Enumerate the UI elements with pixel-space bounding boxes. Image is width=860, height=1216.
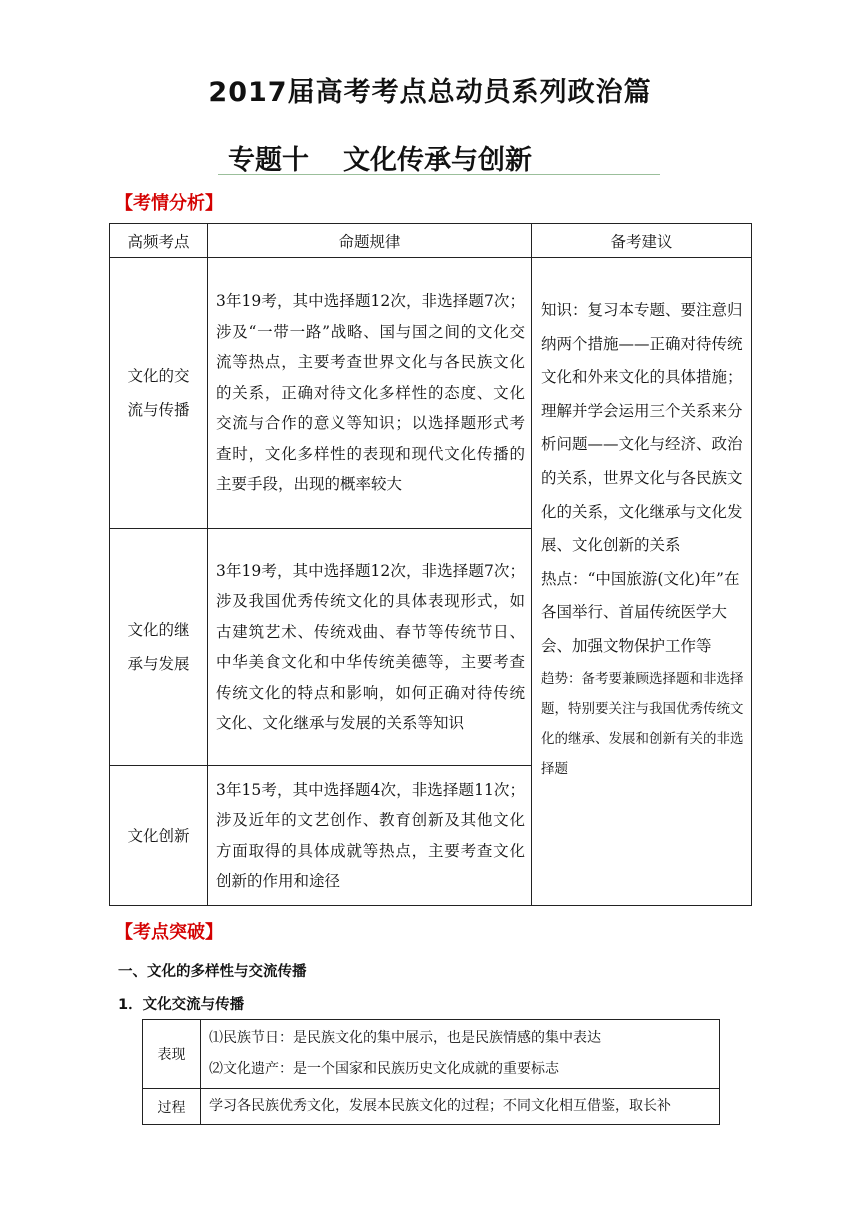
law-cell: 3年19考，其中选择题12次，非选择题7次；涉及“一带一路”战略、国与国之间的文化交流等热点，主要考查世界文化与各民族文化的关系，正确对待文化多样性的态度、文化交流与合作的意义等知识；以选择题形式考查时，文化多样性的表现和现代文化传播的主要手段，出现的概率较大: [208, 258, 532, 529]
advice-cell: [532, 258, 752, 906]
row-label: 过程: [143, 1089, 201, 1125]
law-cell: 3年15考，其中选择题4次，非选择题11次；涉及近年的文艺创作、教育创新及其他文化方面取得的具体成就等热点，主要考查文化创新的作用和途径: [208, 766, 532, 906]
title-underline: [218, 174, 660, 175]
content-line: ⑵文化遗产：是一个国家和民族历史文化成就的重要标志: [209, 1061, 559, 1077]
heading-level-1: 一、文化的多样性与交流传播: [118, 964, 307, 980]
table-row: [110, 258, 752, 529]
section-heading-analysis: 【考情分析】: [115, 193, 223, 214]
topic-line: 流与传播: [127, 401, 190, 419]
topic-line: 承与发展: [127, 655, 190, 673]
exchange-table: [142, 1019, 720, 1125]
main-title: 2017届高考考点总动员系列政治篇: [208, 77, 652, 108]
sub-title-number: 专题十: [228, 145, 309, 176]
content-line: ⑴民族节日：是民族文化的集中展示，也是民族情感的集中表达: [209, 1030, 601, 1046]
topic-line: 文化的继: [127, 621, 190, 639]
section-heading-breakthrough: 【考点突破】: [115, 922, 223, 943]
row-content: [201, 1089, 720, 1125]
topic-cell: [110, 258, 208, 529]
analysis-table: [109, 223, 752, 906]
content-line: 学习各民族优秀文化，发展本民族文化的过程；不同文化相互借鉴，取长补: [209, 1098, 671, 1114]
topic-cell: 文化创新: [110, 766, 208, 906]
sub-title: [228, 138, 532, 177]
topic-line: 文化的交: [127, 367, 190, 385]
column-header: 高频考点: [110, 224, 208, 258]
table-row: [143, 1020, 720, 1089]
row-content: [201, 1020, 720, 1089]
advice-trend: 趋势：备考要兼顾选择题和非选择题，特别要关注与我国优秀传统文化的继承、发展和创新有关的非选择题: [541, 670, 744, 777]
law-cell: 3年19考，其中选择题12次，非选择题7次；涉及我国优秀传统文化的具体表现形式，如古建筑艺术、传统戏曲、春节等传统节日、中华美食文化和中华传统美德等，主要考查传统文化的特点和影响，如何正确对待传统文化、文化继承与发展的关系等知识: [208, 529, 532, 766]
advice-knowledge: 知识：复习本专题、要注意归纳两个措施——正确对待传统文化和外来文化的具体措施；理解并学会运用三个关系来分析问题——文化与经济、政治的关系，世界文化与各民族文化的关系，文化继承与文化发展、文化创新的关系: [541, 301, 743, 555]
topic-cell: [110, 529, 208, 766]
sub-title-name: 文化传承与创新: [343, 145, 532, 176]
column-header: 命题规律: [208, 224, 532, 258]
heading-level-2: 1．文化交流与传播: [118, 997, 245, 1013]
table-header-row: [110, 224, 752, 258]
column-header: 备考建议: [532, 224, 752, 258]
row-label: 表现: [143, 1020, 201, 1089]
table-row: [143, 1089, 720, 1125]
advice-hotspot: 热点：“中国旅游(文化)年”在各国举行、首届传统医学大会、加强文物保护工作等: [541, 569, 740, 655]
